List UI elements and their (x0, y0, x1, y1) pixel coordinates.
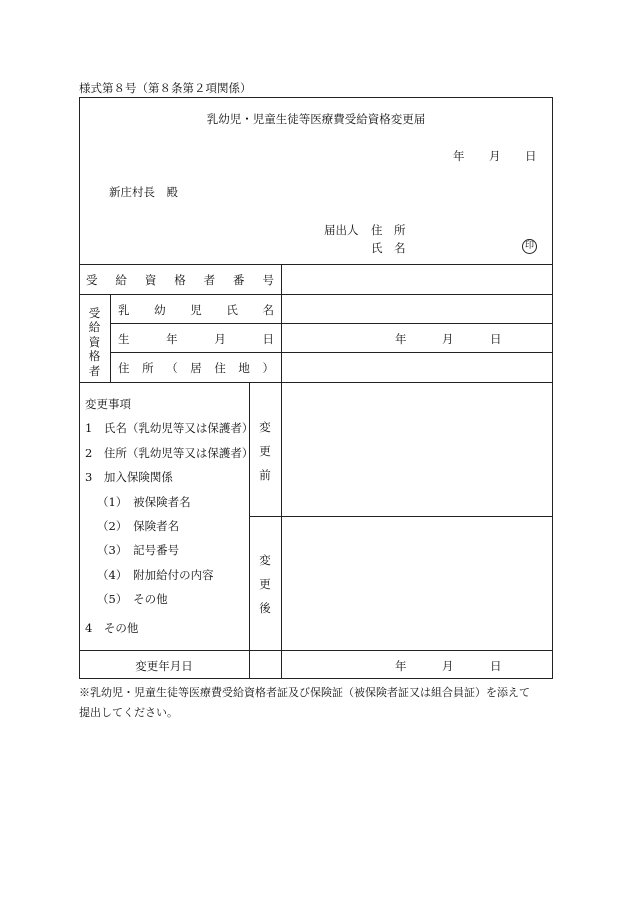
certificate-number-label (86, 272, 274, 288)
label-char: （ (166, 361, 178, 375)
applicant-label: 届出人 (324, 223, 359, 237)
label-char: 資 (144, 273, 157, 287)
label-char: 所 (142, 361, 154, 375)
birth-month[interactable]: 月 (442, 332, 454, 346)
table-rule (281, 382, 282, 678)
change-item: 4 その他 (85, 621, 139, 635)
label-char: 地 (238, 361, 250, 375)
date-year[interactable]: 年 (453, 149, 465, 163)
recipient-group-label (87, 306, 102, 378)
table-rule (110, 294, 111, 382)
table-rule (110, 323, 553, 324)
label-char: 変 (259, 553, 271, 567)
change-date-label: 変更年月日 (135, 659, 193, 673)
table-border-bottom (79, 678, 553, 679)
change-sub-item: （5） その他 (97, 592, 168, 606)
date-day[interactable]: 日 (525, 149, 537, 163)
address-field[interactable] (283, 354, 551, 381)
applicant-name-label: 氏 名 (371, 241, 406, 255)
label-char: 名 (262, 303, 274, 317)
birth-date-label (118, 331, 274, 347)
label-char: 号 (262, 273, 274, 287)
label-char: 者 (203, 273, 216, 287)
change-items-heading: 変更事項 (85, 397, 131, 411)
label-char: 受 (88, 306, 101, 320)
label-char: 更 (259, 577, 271, 591)
table-border-left (79, 97, 80, 679)
form-number-label: 様式第８号（第８条第２項関係） (79, 81, 252, 95)
table-rule (110, 352, 553, 353)
child-name-label (118, 302, 274, 318)
before-change-field[interactable] (283, 384, 551, 515)
birth-day[interactable]: 日 (490, 332, 502, 346)
label-char: 給 (88, 320, 101, 335)
address-label (118, 360, 274, 376)
table-border-top (79, 97, 553, 98)
change-date-month[interactable]: 月 (442, 659, 454, 673)
label-char: 乳 (118, 303, 130, 317)
before-change-label (250, 415, 280, 487)
label-char: 居 (190, 361, 202, 375)
table-rule (79, 382, 553, 383)
label-char: 番 (233, 273, 245, 287)
change-date-day[interactable]: 日 (490, 659, 502, 673)
label-char: 月 (214, 332, 226, 346)
change-sub-item: （2） 保険者名 (97, 519, 180, 533)
footnote-line-1: ※乳幼児・児童生徒等医療費受給資格者証及び保険証（被保険者証又は組合員証）を添えて (79, 686, 530, 699)
table-rule (79, 650, 553, 651)
label-char: 変 (259, 420, 271, 434)
change-item: 3 加入保険関係 (85, 470, 173, 484)
change-sub-item: （3） 記号番号 (97, 543, 180, 557)
footnote-line-2: 提出してください。 (79, 706, 178, 719)
child-name-field[interactable] (283, 296, 551, 322)
seal-mark: 印 (522, 239, 537, 254)
label-char: 生 (118, 332, 130, 346)
form-title: 乳幼児・児童生徒等医療費受給資格変更届 (206, 112, 426, 126)
label-char: 格 (174, 273, 186, 287)
after-change-field[interactable] (283, 518, 551, 649)
label-char: 給 (115, 273, 127, 287)
label-char: 前 (259, 468, 271, 482)
change-sub-item: （1） 被保険者名 (97, 495, 191, 509)
table-border-right (552, 97, 553, 679)
applicant-address-label: 住 所 (371, 223, 406, 237)
change-item: 1 氏名（乳幼児等又は保護者） (85, 421, 254, 435)
certificate-number-field[interactable] (283, 266, 551, 293)
label-char: ） (262, 361, 274, 375)
label-char: 日 (262, 332, 274, 346)
table-rule (79, 294, 553, 295)
birth-year[interactable]: 年 (395, 332, 407, 346)
change-item: 2 住所（乳幼児等又は保護者） (85, 446, 254, 460)
label-char: 格 (88, 349, 101, 364)
label-char: 更 (259, 444, 271, 458)
table-rule (249, 516, 553, 517)
addressee: 新庄村長 殿 (109, 185, 178, 199)
label-char: 受 (86, 273, 98, 287)
label-char: 住 (118, 361, 130, 375)
table-rule (281, 264, 282, 382)
change-date-year[interactable]: 年 (395, 659, 407, 673)
label-char: 氏 (226, 303, 238, 317)
label-char: 資 (88, 334, 101, 349)
after-change-label (250, 548, 280, 620)
label-char: 幼 (154, 303, 166, 317)
label-char: 児 (190, 303, 202, 317)
table-rule (79, 264, 553, 265)
label-char: 後 (259, 601, 271, 615)
label-char: 者 (88, 363, 101, 378)
change-sub-item: （4） 附加給付の内容 (97, 568, 214, 582)
label-char: 住 (214, 361, 226, 375)
label-char: 年 (166, 332, 178, 346)
date-month[interactable]: 月 (489, 149, 501, 163)
